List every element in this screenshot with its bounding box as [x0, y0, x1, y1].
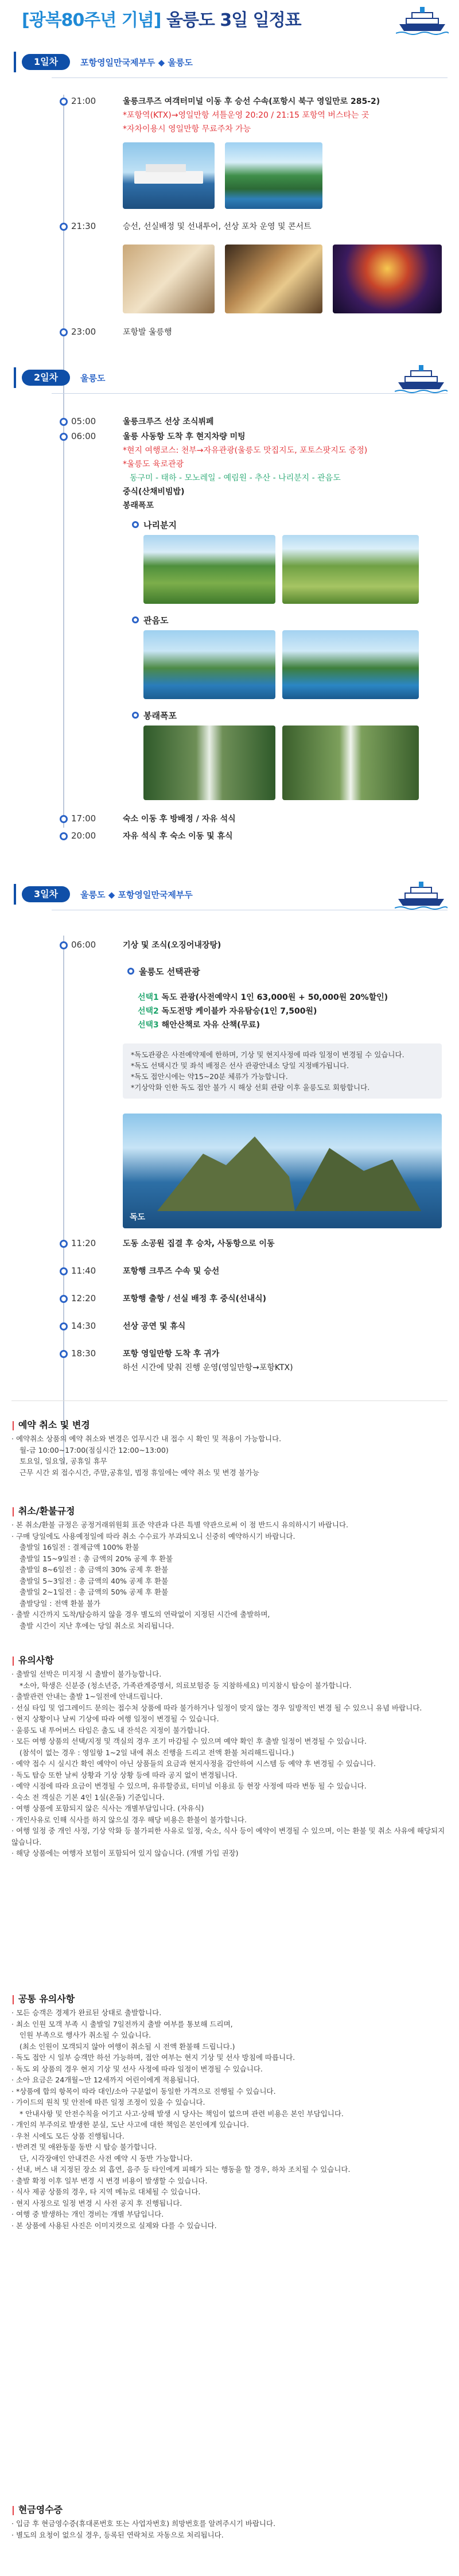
timeline-dot: [60, 98, 68, 106]
day3-route: 울릉도 ◆ 포항영일만국제부두: [80, 890, 193, 900]
time: 12:20: [71, 1293, 96, 1303]
schedule-item: 선상 공연 및 휴식: [123, 1322, 186, 1331]
schedule-item: 울릉 사동항 도착 후 현지차량 미팅 *현지 여행코스: 천부→자유관광(울릉도 맛집지도, 포토스팟지도 증정) *울릉도 육로관광 동구미 - 태하 - 모노레일 - 예림원 - 추산 - 나리분지 - 관음도 중식(산채비빔밥) 봉래폭포: [123, 432, 368, 510]
schedule-item: 숙소 이동 후 방배정 / 자유 석식: [123, 814, 236, 824]
cruise-ship-icon: [395, 360, 448, 395]
timeline: [63, 95, 64, 416]
option-title: 울릉도 선택관광: [139, 967, 200, 977]
dokdo-label: 독도: [130, 1213, 146, 1222]
bongnae-falls-photo-2: [282, 726, 419, 800]
nari-basin-photo-2: [282, 535, 419, 604]
timeline: [63, 936, 64, 1464]
time: 17:00: [71, 813, 96, 824]
schedule-item: 포항행 크루즈 수속 및 승선: [123, 1267, 220, 1276]
divider: [52, 77, 448, 78]
harbor-photo: [225, 142, 322, 209]
time: 23:00: [71, 327, 96, 337]
time: 18:30: [71, 1348, 96, 1359]
spot-dot: [132, 616, 139, 623]
dokdo-island-icon: [123, 1114, 442, 1228]
page-title: [광복80주년 기념] 울릉도 3일 일정표: [22, 10, 301, 30]
option-notes: *독도관광은 사전예약제에 한하며, 기상 및 현지사정에 따라 일정이 변경될 수 있습니다. *독도 선택시간 및 좌석 배정은 선사 관광안내소 당일 지정배가됩니다. *독도 접안시에는 약15~20분 체류가 가능합니다. *기상악화 인한 독도 접안 불가 시 해상 선회 관람 이후 울릉도로 회항합니다.: [123, 1043, 442, 1099]
divider: [11, 1400, 448, 1401]
section-common-precautions: | 공통 유의사항 · 모든 승객은 경제가 완료된 상태로 출발합니다. · 최소 인원 모객 부족 시 출발일 7일전까지 출발 여부를 통보해 드리며, 인원 부족으로 행사가 취소될 수 있습니다. (최소 인원이 모객되지 않아 여행이 취소될 시 전액 환불해 드립니다.) · 독도 접안 시 일부 승객만 하선 가능하며, 접안 여부는 현지 기상 및 선사 방침에 따릅니다. · 독도 외 상품의 경우 현지 기상 및 선사 사정에 따라 일정이 변경될 수 있습니다. · 소아 요금은 24개월~만 12세까지 어린이에게 적용됩니다. · *상품에 합의 항목이 따라 대인/소아 구분없이 동일한 가격으로 진행될 수 있습니다. · 가이드의 원칙 및 안전에 따른 일정 조정이 있을 수 있습니다. * 안내사항 및 안전수칙을 어기고 사고·상해 발생 시 당사는 책임이 없으며 관련 비용은 본인 부담입니다. · 개인의 부주의로 발생한 분실, 도난 사고에 대한 책임은 본인에게 있습니다. · 우천 시에도 모든 상품 진행됩니다. · 반려견 및 애완동물 동반 시 탑승 불가합니다. 단, 시각장애인 안내견은 사전 예약 시 동반 가능합니다. · 선내, 버스 내 지정된 장소 외 흡연, 음주 등 타인에게 피해가 되는 행동을 할 경우, 하차 조치될 수 있습니다. · 출발 확정 이후 일부 변경 시 변경 비용이 발생할 수 있습니다. · 식사 제공 상품의 경우, 타 지역 메뉴로 대체될 수 있습니다. · 현지 사정으로 일정 변경 시 사전 공지 후 진행됩니다. · 여행 중 발생하는 개인 경비는 개별 부담입니다. · 본 상품에 사용된 사진은 이미지컷으로 실제와 다를 수 있습니다.: [11, 1993, 351, 2230]
gwaneumdo-bridge-photo: [282, 630, 419, 699]
day1-label: 1일차: [22, 54, 70, 70]
schedule-item: 자유 석식 후 숙소 이동 및 휴식: [123, 832, 233, 841]
schedule-item: 포항발 울릉행: [123, 328, 172, 337]
time: 21:30: [71, 221, 96, 231]
cruise-ship-icon: [395, 877, 448, 911]
spot-title: 나리분지: [143, 520, 177, 530]
concert-photo: [333, 245, 442, 313]
time: 11:20: [71, 1238, 96, 1248]
day2-label: 2일차: [22, 370, 70, 386]
timeline-dot: [60, 941, 68, 949]
spot-dot: [132, 521, 139, 528]
timeline: [63, 414, 64, 828]
cruise-ship-icon: [396, 2, 449, 37]
timeline-dot: [60, 1240, 68, 1248]
schedule-item: 포항 영일만항 도착 후 귀가 하선 시간에 맞춰 진행 운영(영일만항→포항KTX): [123, 1349, 293, 1372]
timeline-dot: [60, 223, 68, 231]
bongnae-falls-photo: [143, 726, 275, 800]
section-precautions: | 유의사항 · 출발일 선박은 미지정 시 출발이 불가능합니다. *소아, 학생은 신분증 (청소년증, 가족관계증명서, 의료보험증 등 지참하세요) 미지참시 탑승이 불가합니다. · 출발관련 안내는 출발 1~일전에 안내드립니다. · 선실 타입 및 업그레이드 문의는 접수처 상품에 따라 불가하거나 일정이 맞지 않는 경우 일방적인 변경 될 수 있으니 유념 바랍니다. · 현지 상황이나 날씨 기상에 따라 여행 일정이 변경될 수 있습니다. · 울릉도 내 투어버스 타임은 출도 내 잔석은 지정이 불가합니다. · 모든 여행 상품의 선택/지정 및 객실의 경우 조기 마감될 수 있으며 예약 확인 후 출발 일정이 변경될 수 있습니다. (참석이 없는 경우 : 영일항 1~2일 내에 취소 진행을 드리고 전액 환불 처리해드립니다.) · 예약 접수 시 실시간 확인 예약이 아닌 상품들의 요금과 현지사정을 감안하여 시스템 등 예약 후 변경될 수 있습니다. · 독도 탑승 또한 날씨 상황과 기상 상황 등에 따라 공지 없이 변경됩니다. · 예약 시점에 따라 요금이 변경될 수 있으며, 유류할증료, 터미널 이용료 등 현장 사정에 따라 변동 될 수 있습니다. · 숙소 전 객실은 기본 4인 1실(온돌) 기준입니다. · 여행 상품에 포함되지 않은 식사는 개별부담입니다. (자유식) · 개인사유로 인해 식사를 하지 않으실 경우 해당 비용은 환불이 불가합니다. · 여행 일정 중 개인 사정, 기상 악화 등 불가피한 사유로 일정, 숙소, 식사 등이 예약이 변경될 수 있으며, 이는 환불 및 취소 사유에 해당되지 않습니다. · 해당 상품에는 여행자 보험이 포함되어 있지 않습니다. (개별 가입 권장): [11, 1655, 445, 1857]
spot-dot: [132, 712, 139, 719]
time: 11:40: [71, 1266, 96, 1276]
timeline-dot: [60, 433, 68, 441]
time: 06:00: [71, 940, 96, 950]
divider: [52, 393, 448, 394]
timeline-dot: [60, 328, 68, 336]
schedule-item: 도동 소공원 집결 후 승차, 사동항으로 이동: [123, 1239, 275, 1248]
timeline-dot: [60, 1350, 68, 1358]
option-list: 선택1 독도 관광(사전예약시 1인 63,000원 + 50,000원 20%할인) 선택2 독도전망 케이블카 자유탐승(1인 7,500원) 선택3 해안산책로 자유 산책(무료): [138, 993, 388, 1030]
day3-label: 3일차: [22, 886, 70, 902]
day3-header: [14, 884, 193, 905]
timeline-dot: [60, 1295, 68, 1303]
nari-basin-photo: [143, 535, 275, 604]
spot-title: 관음도: [143, 615, 169, 626]
timeline-dot: [60, 1322, 68, 1330]
schedule-item: 기상 및 조식(오징어내장탕): [123, 941, 221, 950]
dokdo-photo: [123, 1114, 442, 1228]
timeline-dot: [60, 832, 68, 840]
section-cash-receipt: | 현금영수증 · 입금 후 현금영수증(휴대폰번호 또는 사업자번호) 희망번호를 알려주시기 바랍니다. · 별도의 요청이 없으실 경우, 등록된 연락처로 자동으로 처리됩니다.: [11, 2504, 276, 2539]
cabin-photo: [123, 245, 215, 313]
time: 06:00: [71, 431, 96, 441]
timeline-dot: [60, 418, 68, 426]
timeline-dot: [60, 1267, 68, 1275]
spot-title: 봉래폭포: [143, 711, 177, 721]
day1-route: 포항영일만국제부두 ◆ 울릉도: [80, 57, 193, 68]
section-reservation-change: | 예약 취소 및 변경 · 예약취소 상품의 예약 취소와 변경은 업무시간 내 접수 시 확인 및 적용이 가능합니다. 월-금 10:00~17:00(점심시간 12:00~13:00) 토요일, 일요일, 공휴일 휴무 근무 시간 외 접수시간, 주말,공휴일, 법정 휴일에는 예약 취소 및 변경 불가능: [11, 1419, 282, 1477]
cruise-ship-photo: [123, 142, 215, 209]
ship-lounge-photo: [225, 245, 322, 313]
time: 20:00: [71, 831, 96, 841]
schedule-item: 승선, 선실배정 및 선내투어, 선상 포차 운영 및 콘서트: [123, 222, 312, 231]
schedule-item: 포항행 출항 / 선실 배정 후 중식(선내식): [123, 1294, 267, 1303]
time: 21:00: [71, 96, 96, 106]
gwaneumdo-photo: [143, 630, 275, 699]
day2-route: 울릉도: [80, 373, 106, 383]
day1-header: [14, 52, 193, 72]
timeline-dot: [60, 815, 68, 823]
day2-header: [14, 367, 106, 388]
time: 05:00: [71, 416, 96, 426]
option-dot: [127, 968, 134, 975]
schedule-item: 울릉크루즈 선상 조식뷔페: [123, 417, 214, 426]
time: 14:30: [71, 1321, 96, 1331]
section-refund-policy: | 취소/환불규정 · 본 취소/환불 규정은 공정거래위원회 표준 약관과 다른 특별 약관으로써 이 점 반드시 유의하시기 바랍니다. · 구매 당일에도 사용예정일에 따라 취소 수수료가 부과되오니 신중히 예약하시기 바랍니다. 출발일 16일전 : 결제금액 100% 환불 출발일 15~9일전 : 총 금액의 20% 공제 후 환불 출발일 8~6일전 : 총 금액의 30% 공제 후 환불 출발일 5~3일전 : 총 금액의 40% 공제 후 환불 출발일 2~1일전 : 총 금액의 50% 공제 후 환불 출발당일 : 전액 환불 불가 · 출발 시간까지 도착/탑승하지 않을 경우 별도의 연락없이 지정된 시간에 출발하며, 출발 시간이 지난 후에는 당일 취소로 처리됩니다.: [11, 1506, 349, 1630]
schedule-item: 울릉크루즈 여객터미널 이동 후 승선 수속(포항시 북구 영일만로 285-2) *포항역(KTX)→영일만항 셔틀운영 20:20 / 21:15 포항역 버스타는 곳 *자차이용시 영일만항 무료주차 가능: [123, 97, 380, 134]
